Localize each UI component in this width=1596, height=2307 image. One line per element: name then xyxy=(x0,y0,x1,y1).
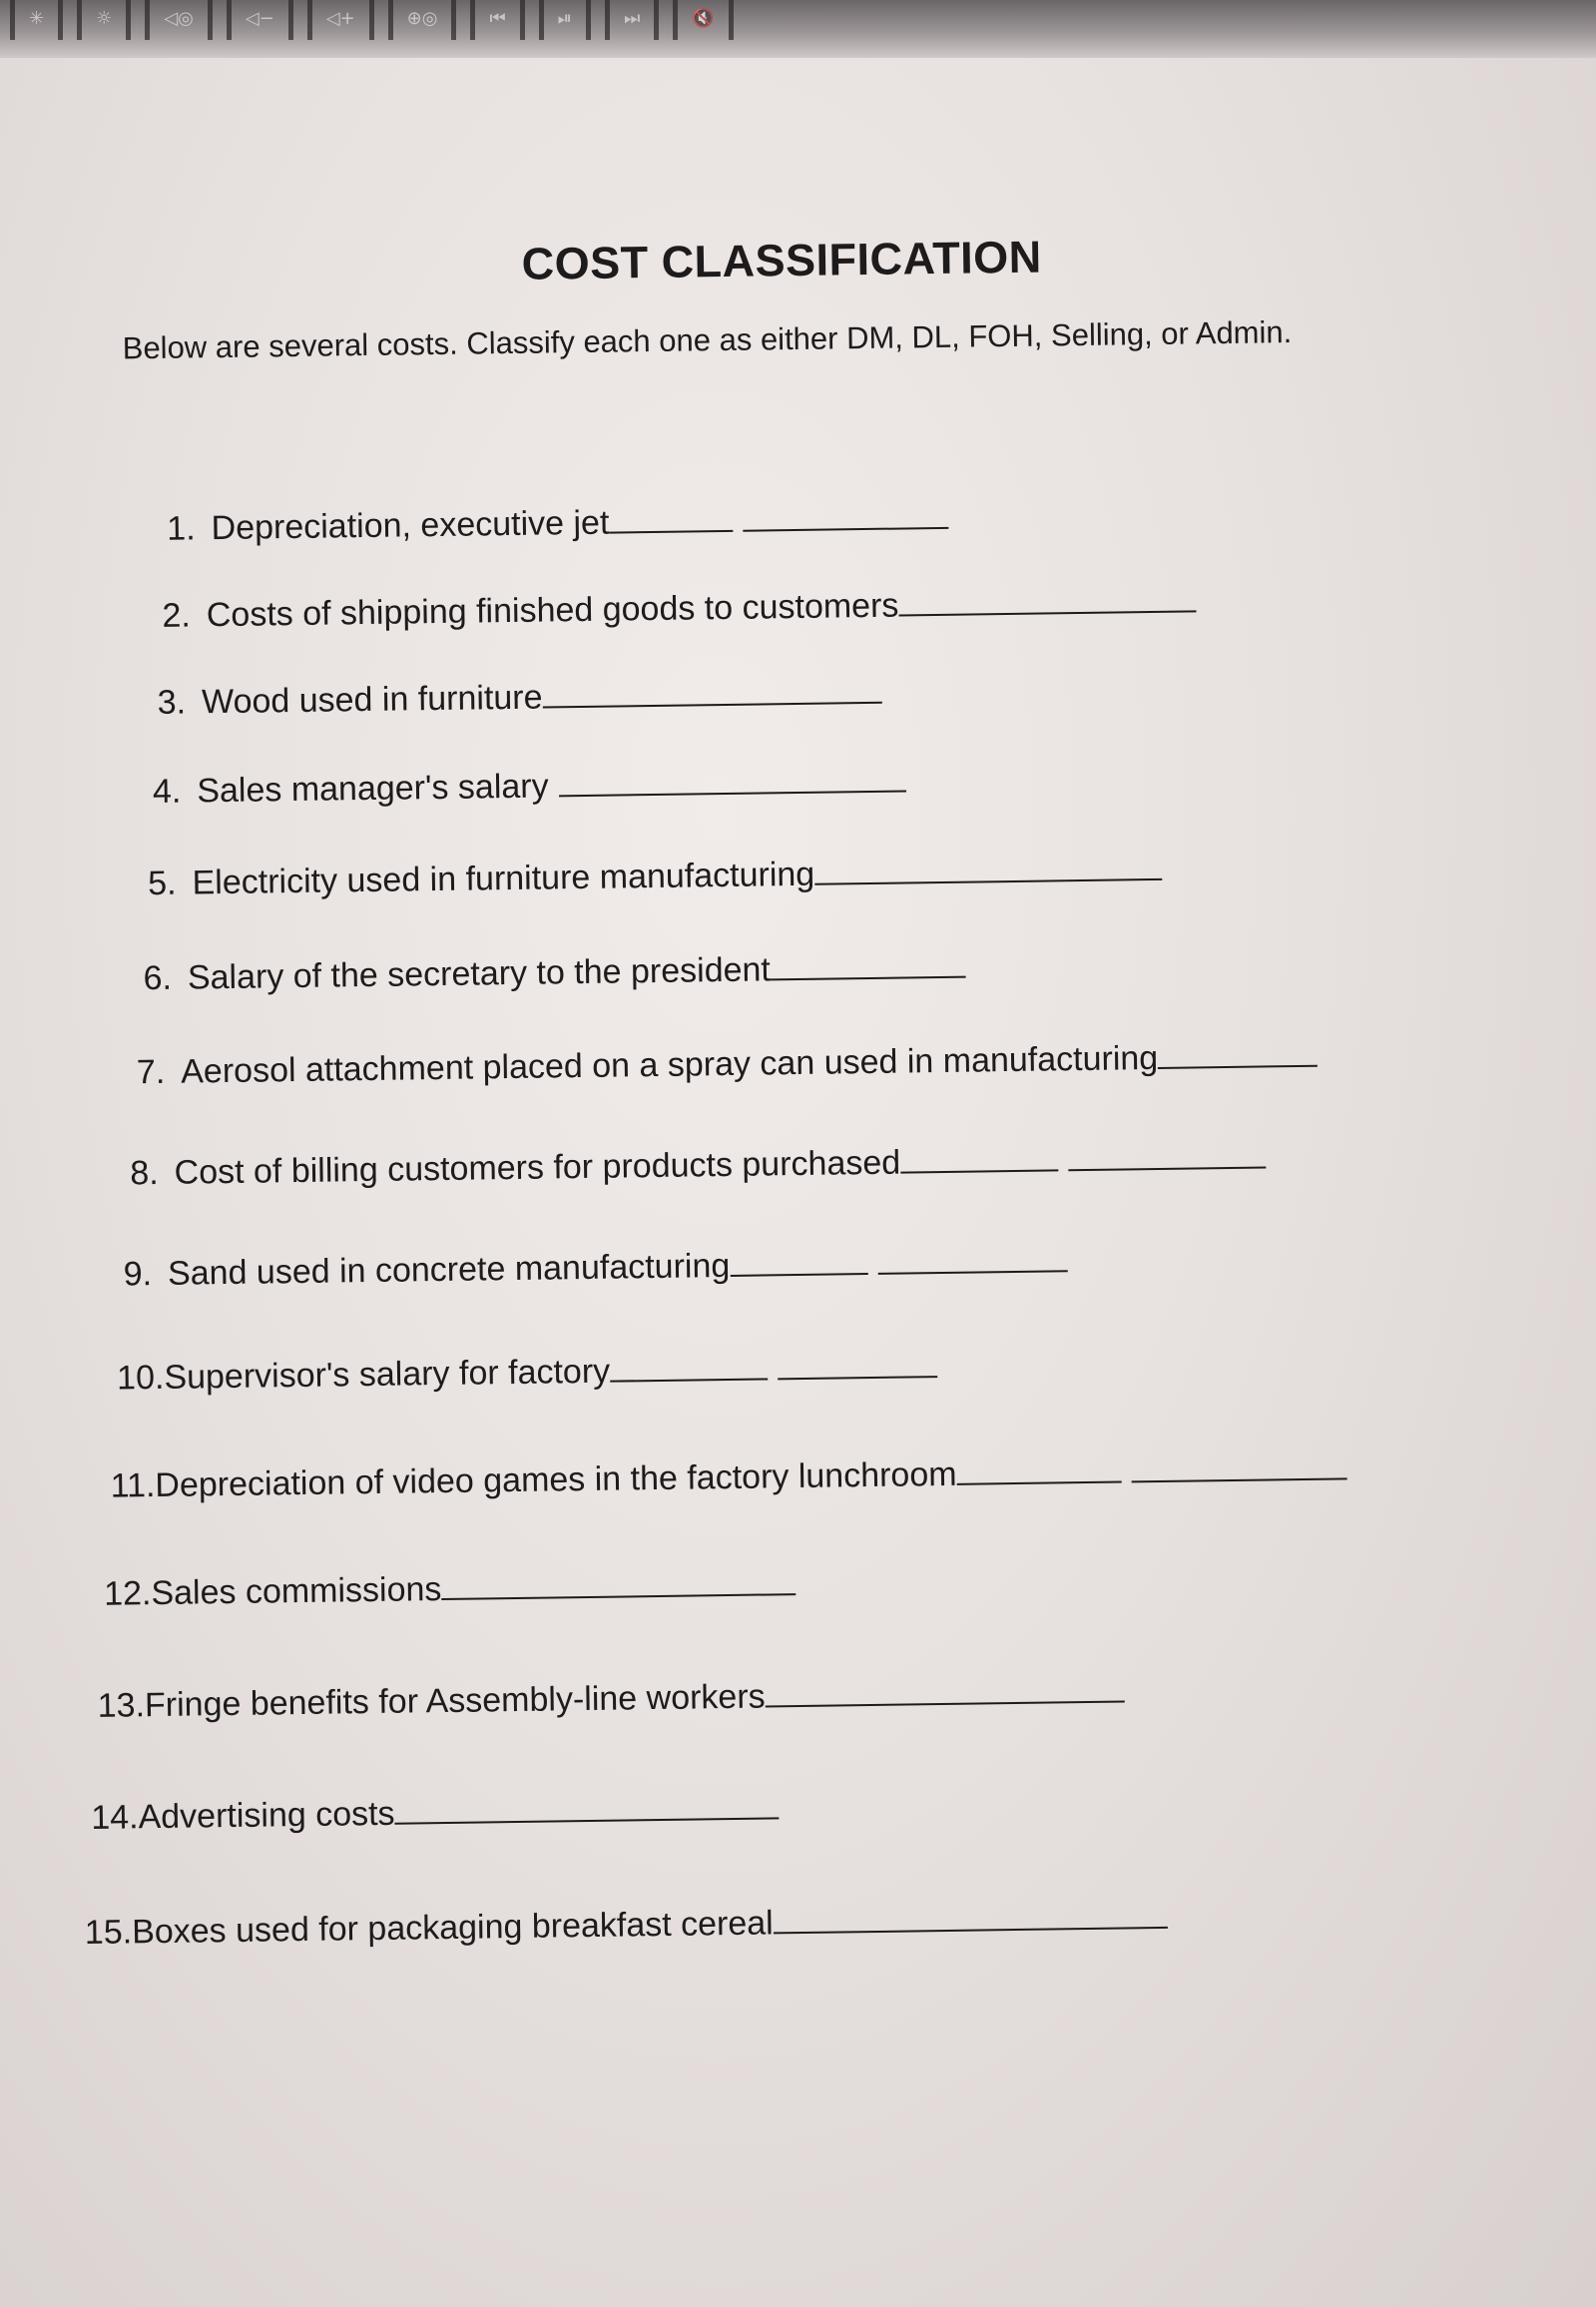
list-item xyxy=(104,1563,797,1614)
item-number: 14. xyxy=(91,1798,139,1837)
answer-blank[interactable] xyxy=(773,1897,1167,1935)
volume-up-icon: ◁+ xyxy=(307,0,374,40)
answer-blank[interactable] xyxy=(771,946,966,981)
item-text: Fringe benefits for Assembly-line workers xyxy=(144,1677,766,1725)
list-item xyxy=(91,1787,780,1838)
eject-icon: ⊕◎ xyxy=(388,0,457,40)
volume-down-icon: ◁− xyxy=(227,0,293,40)
item-number: 9. xyxy=(123,1255,153,1294)
answer-blank-extra[interactable] xyxy=(743,497,948,532)
list-item xyxy=(148,849,1162,903)
answer-blank[interactable] xyxy=(1158,1035,1318,1069)
item-number: 4. xyxy=(152,772,182,811)
answer-blank[interactable] xyxy=(956,1451,1121,1485)
answer-blank-extra[interactable] xyxy=(778,1346,937,1380)
item-text: Cost of billing customers for products purchased xyxy=(174,1143,901,1192)
list-item xyxy=(110,1447,1346,1505)
item-text: Depreciation of video games in the factory lunchroom xyxy=(155,1454,957,1505)
answer-blank[interactable] xyxy=(558,760,905,797)
item-text: Advertising costs xyxy=(138,1794,395,1837)
previous-track-icon: ⏮ xyxy=(470,0,524,40)
item-number: 5. xyxy=(147,864,177,903)
answer-blank-extra[interactable] xyxy=(1131,1447,1346,1482)
item-text: Aerosol attachment placed on a spray can used in manufacturing xyxy=(180,1038,1159,1091)
mute-icon: 🔇 xyxy=(673,0,733,40)
answer-blank[interactable] xyxy=(441,1563,796,1600)
list-item xyxy=(130,1136,1266,1193)
item-number: 12. xyxy=(103,1574,152,1613)
play-pause-icon: ⏯ xyxy=(539,0,591,40)
list-item xyxy=(85,1897,1168,1953)
answer-blank[interactable] xyxy=(610,1348,768,1382)
item-number: 15. xyxy=(84,1913,133,1953)
item-number: 2. xyxy=(162,596,192,635)
answer-blank[interactable] xyxy=(814,849,1162,885)
answer-blank[interactable] xyxy=(765,1670,1124,1707)
item-text: Costs of shipping finished goods to customers xyxy=(206,586,899,635)
keyboard-light-icon: ☼ xyxy=(77,0,131,40)
list-item xyxy=(97,1670,1124,1725)
volume-icon: ◁◎ xyxy=(145,0,213,40)
item-text: Depreciation, executive jet xyxy=(211,503,610,548)
list-item xyxy=(167,497,949,549)
item-number: 8. xyxy=(130,1153,159,1193)
list-item xyxy=(157,672,881,723)
item-number: 6. xyxy=(143,958,173,998)
item-number: 11. xyxy=(110,1466,156,1505)
answer-blank[interactable] xyxy=(609,500,733,534)
page-title: COST CLASSIFICATION xyxy=(521,231,1043,289)
item-text: Sales manager's salary xyxy=(197,767,549,811)
list-item xyxy=(123,1240,1067,1294)
item-number: 13. xyxy=(97,1686,146,1725)
list-item xyxy=(162,580,1196,635)
item-text: Sales commissions xyxy=(151,1570,442,1613)
item-number: 3. xyxy=(157,683,187,722)
next-track-icon: ⏭ xyxy=(605,0,659,40)
answer-blank[interactable] xyxy=(900,1139,1058,1173)
item-text: Supervisor's salary for factory xyxy=(164,1352,611,1397)
answer-blank[interactable] xyxy=(730,1243,867,1277)
brightness-icon: ✳ xyxy=(10,0,63,40)
item-text: Boxes used for packaging breakfast cereal xyxy=(131,1904,774,1952)
list-item xyxy=(143,946,966,999)
instructions: Below are several costs. Classify each one as either DM, DL, FOH, Selling, or Admin. xyxy=(122,314,1293,366)
item-text: Sand used in concrete manufacturing xyxy=(167,1246,731,1293)
list-item xyxy=(153,760,906,812)
answer-blank[interactable] xyxy=(542,672,881,709)
list-item xyxy=(137,1035,1319,1093)
item-number: 10. xyxy=(116,1358,165,1398)
answer-blank-extra[interactable] xyxy=(1068,1136,1266,1171)
item-text: Wood used in furniture xyxy=(201,678,543,722)
item-number: 7. xyxy=(136,1052,166,1092)
item-text: Salary of the secretary to the president xyxy=(187,950,772,997)
list-item xyxy=(117,1346,938,1398)
answer-blank[interactable] xyxy=(394,1787,779,1824)
item-text: Electricity used in furniture manufacturing xyxy=(192,855,815,902)
item-number: 1. xyxy=(167,509,196,548)
answer-blank-extra[interactable] xyxy=(877,1240,1067,1275)
answer-blank[interactable] xyxy=(898,580,1196,616)
